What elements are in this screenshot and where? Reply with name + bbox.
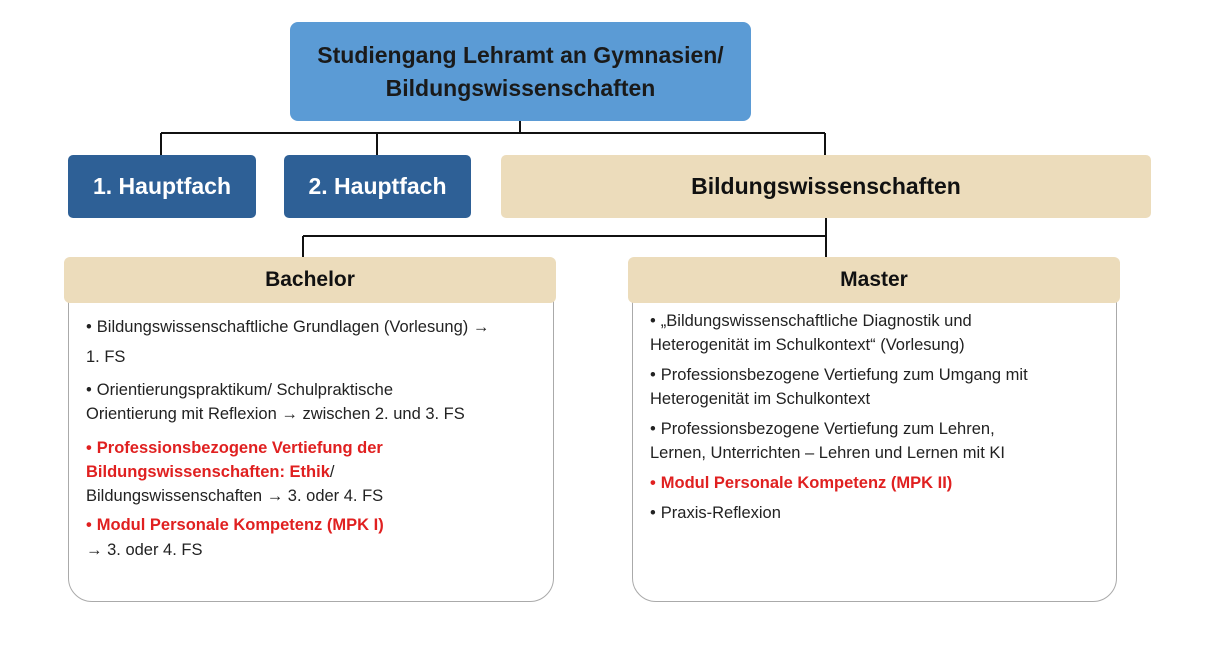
bullet: • — [650, 474, 656, 492]
bullet: • — [86, 318, 92, 336]
bullet: • — [650, 504, 656, 522]
root-node-studiengang — [290, 22, 751, 121]
bullet: • — [650, 312, 656, 330]
list-item: • Professionsbezogene Vertiefung zum Lehren, Lernen, Unterrichten – Lehren und Lernen mit KI — [650, 420, 1005, 462]
arrow-icon: → — [281, 405, 298, 423]
root-title-line2: Bildungswissenschaften — [385, 74, 656, 101]
bachelor-list — [86, 312, 546, 563]
bullet: • — [86, 516, 92, 534]
node-hauptfach-2: 2. Hauptfach — [284, 155, 471, 218]
list-item: • Orientierungspraktikum/ Schulpraktische Orientierung mit Reflexion → zwischen 2. und 3. FS — [86, 381, 465, 423]
arrow-icon: → — [472, 318, 490, 336]
master-list — [650, 309, 1110, 525]
bachelor-heading: Bachelor — [64, 257, 556, 303]
list-item: • Bildungswissenschaftliche Grundlagen (Vorlesung) → 1. FS — [86, 318, 490, 366]
master-heading: Master — [628, 257, 1120, 303]
bullet: • — [650, 420, 656, 438]
arrow-icon: → — [266, 487, 284, 505]
list-item: • Professionsbezogene Vertiefung der Bildungswissenschaften: Ethik/ Bildungswissenschaften → 3. oder 4. FS — [86, 439, 384, 505]
node-hauptfach-1: 1. Hauptfach — [68, 155, 256, 218]
node-bildungswissenschaften: Bildungswissenschaften — [501, 155, 1151, 218]
list-item: • „Bildungswissenschaftliche Diagnostik und Heterogenität im Schulkontext“ (Vorlesung) — [650, 312, 972, 354]
bullet: • — [650, 366, 656, 384]
list-item: • Professionsbezogene Vertiefung zum Umgang mit Heterogenität im Schulkontext — [650, 366, 1028, 408]
list-item: • Praxis-Reflexion — [650, 504, 781, 522]
root-title-line1: Studiengang Lehramt an Gymnasien/ — [317, 41, 724, 68]
bullet: • — [86, 381, 92, 399]
list-item: • Modul Personale Kompetenz (MPK I) → 3. oder 4. FS — [86, 516, 384, 559]
list-item: • Modul Personale Kompetenz (MPK II) — [650, 474, 953, 492]
arrow-icon: → — [86, 541, 103, 559]
bullet: • — [86, 439, 92, 457]
